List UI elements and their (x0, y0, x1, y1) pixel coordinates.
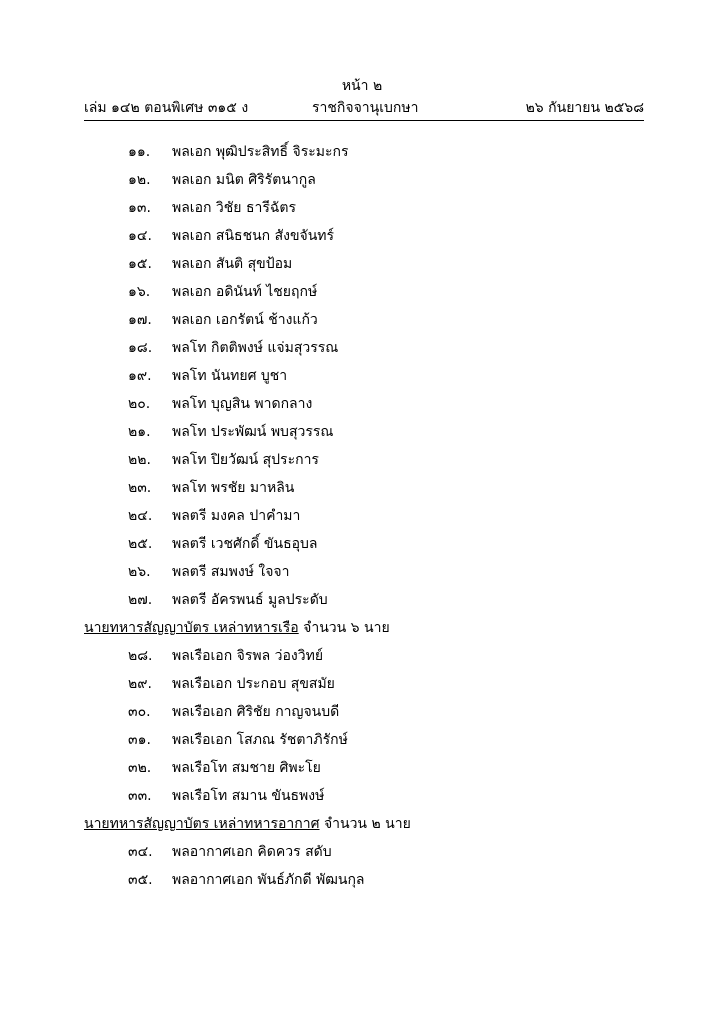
item-number: ๑๗. (128, 312, 152, 328)
list-item (84, 418, 644, 446)
list-item (84, 306, 644, 334)
item-number: ๒๘. (128, 648, 153, 664)
item-number: ๓๒. (128, 760, 152, 776)
list-item (84, 530, 644, 558)
item-number: ๓๕. (128, 872, 153, 888)
item-name: พลเอก สนิธชนก สังขจันทร์ (172, 228, 335, 244)
item-number: ๓๐. (128, 704, 151, 720)
item-number: ๑๘. (128, 340, 153, 356)
item-number: ๑๓. (128, 200, 151, 216)
section-heading-navy (84, 614, 644, 642)
item-name: พลเอก วิชัย ธารีฉัตร (172, 200, 297, 216)
item-number: ๒๗. (128, 592, 153, 608)
list-item (84, 502, 644, 530)
publication-title: ราชกิจจานุเบกษา (312, 100, 419, 116)
item-number: ๑๖. (128, 284, 151, 300)
list-item (84, 558, 644, 586)
item-name: พลเอก เอกรัตน์ ช้างแก้ว (172, 312, 318, 328)
item-number: ๒๓. (128, 480, 152, 496)
item-name: พลเอก พุฒิประสิทธิ์ จิระมะกร (172, 144, 349, 160)
list-item (84, 474, 644, 502)
item-name: พลตรี สมพงษ์ ใจจา (172, 564, 290, 580)
item-name: พลโท พรชัย มาหลิน (172, 480, 295, 496)
item-name: พลโท ประพัฒน์ พบสุวรรณ (172, 424, 334, 440)
list-item (84, 278, 644, 306)
section-heading-air-force (84, 810, 644, 838)
item-number: ๑๙. (128, 368, 152, 384)
item-number: ๒๕. (128, 536, 153, 552)
item-name: พลตรี เวชศักดิ์ ขันธอุบล (172, 536, 318, 552)
section-title: นายทหารสัญญาบัตร เหล่าทหารเรือ (84, 620, 299, 636)
item-name: พลเอก มนิต ศิริรัตนากูล (172, 172, 316, 188)
item-name: พลโท กิตติพงษ์ แจ่มสุวรรณ (172, 340, 339, 356)
gazette-header (84, 98, 644, 118)
list-item (84, 586, 644, 614)
list-item (84, 334, 644, 362)
list-item (84, 222, 644, 250)
item-number: ๒๐. (128, 396, 151, 412)
list-item (84, 866, 644, 894)
list-item (84, 138, 644, 166)
item-name: พลเอก อดินันท์ ไชยฤกษ์ (172, 284, 318, 300)
item-name: พลตรี มงคล ปาคำมา (172, 508, 301, 524)
list-item (84, 166, 644, 194)
item-name: พลอากาศเอก พันธ์ภักดี พัฒนกุล (172, 872, 365, 888)
list-item (84, 446, 644, 474)
item-number: ๒๖. (128, 564, 151, 580)
item-name: พลเรือเอก ประกอบ สุขสมัย (172, 676, 335, 692)
item-number: ๑๕. (128, 256, 152, 272)
header-divider (84, 120, 644, 121)
list-item (84, 698, 644, 726)
item-name: พลเรือเอก จิรพล ว่องวิทย์ (172, 648, 324, 664)
item-number: ๒๙. (128, 676, 152, 692)
item-number: ๓๓. (128, 788, 152, 804)
list-item (84, 726, 644, 754)
list-item (84, 194, 644, 222)
list-item (84, 390, 644, 418)
item-number: ๓๔. (128, 844, 153, 860)
list-item (84, 670, 644, 698)
publication-date: ๒๖ กันยายน ๒๕๖๘ (525, 100, 644, 116)
item-number: ๑๒. (128, 172, 151, 188)
item-number: ๒๒. (128, 452, 151, 468)
name-list (84, 138, 644, 894)
item-name: พลโท บุญสิน พาดกลาง (172, 396, 313, 412)
item-name: พลเรือเอก ศิริชัย กาญจนบดี (172, 704, 340, 720)
list-item (84, 754, 644, 782)
item-number: ๒๑. (128, 424, 151, 440)
list-item (84, 782, 644, 810)
item-name: พลเอก สันติ สุขป้อม (172, 256, 293, 272)
item-name: พลโท ปิยวัฒน์ สุประการ (172, 452, 319, 468)
item-name: พลเรือโท สมชาย ศิพะโย (172, 760, 321, 776)
section-count: จำนวน ๒ นาย (323, 816, 411, 832)
item-name: พลอากาศเอก คิดควร สดับ (172, 844, 332, 860)
item-number: ๑๔. (128, 228, 152, 244)
item-number: ๒๔. (128, 508, 153, 524)
item-name: พลเรือเอก โสภณ รัชตาภิรักษ์ (172, 732, 348, 748)
list-item (84, 362, 644, 390)
item-name: พลโท นันทยศ บูชา (172, 368, 288, 384)
item-number: ๓๑. (128, 732, 151, 748)
section-title: นายทหารสัญญาบัตร เหล่าทหารอากาศ (84, 816, 320, 832)
item-name: พลเรือโท สมาน ขันธพงษ์ (172, 788, 325, 804)
list-item (84, 250, 644, 278)
section-count: จำนวน ๖ นาย (303, 620, 390, 636)
list-item (84, 838, 644, 866)
item-name: พลตรี อัครพนธ์ มูลประดับ (172, 592, 328, 608)
volume-info: เล่ม ๑๔๒ ตอนพิเศษ ๓๑๕ ง (84, 100, 249, 116)
list-item (84, 642, 644, 670)
page-number: หน้า ๒ (341, 78, 383, 94)
item-number: ๑๑. (128, 144, 151, 160)
